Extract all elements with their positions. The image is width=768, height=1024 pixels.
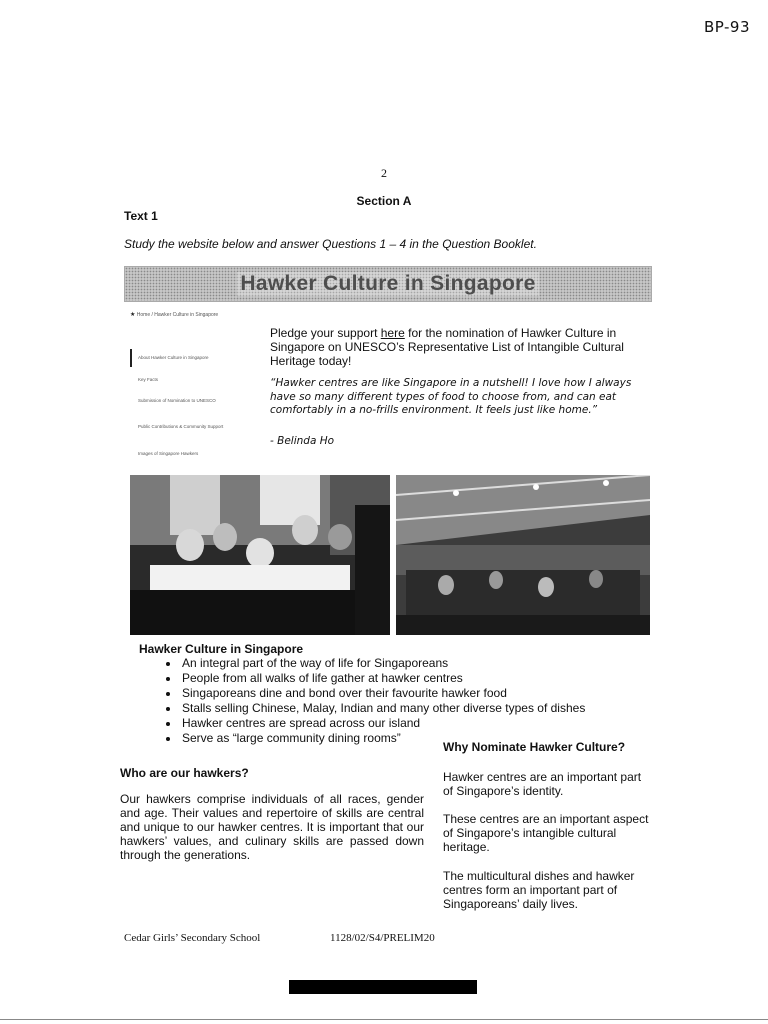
pledge-text: Pledge your support here for the nomination of Hawker Culture in Singapore on UNESCO’s Representative List of Intangible Cultural Heritage today! [270, 326, 624, 368]
scan-edge [0, 1019, 768, 1020]
why-point: The multicultural dishes and hawker centres form an important part of Singaporeans’ daily lives. [443, 869, 635, 911]
footer-paper-code: 1128/02/S4/PRELIM20 [330, 932, 435, 944]
page-number: 2 [381, 166, 387, 180]
breadcrumb-text: Home / Hawker Culture in Singapore [136, 312, 219, 318]
testimonial-quote: “Hawker centres are like Singapore in a nutshell! I love how I always have so many different types of food to choose from, and can eat comfortably in a no-frills environment. It feels just like home.” [270, 377, 632, 416]
redaction-bar [289, 980, 477, 994]
footer-school: Cedar Girls’ Secondary School [124, 932, 261, 944]
list-item: • Hawker centres are spread across our island [180, 716, 680, 731]
quote-author: - Belinda Ho [270, 435, 335, 447]
side-nav-item-key-facts[interactable]: Key Facts [138, 377, 159, 382]
why-heading: Why Nominate Hawker Culture? [443, 740, 626, 754]
why-point: Hawker centres are an important part of Singapore’s identity. [443, 770, 642, 798]
photo-hawker-centre [396, 475, 650, 635]
list-item: • Stalls selling Chinese, Malay, Indian and many other diverse types of dishes [180, 701, 680, 716]
instruction: Study the website below and answer Questions 1 – 4 in the Question Booklet. [124, 237, 537, 251]
side-nav-item-images[interactable]: Images of Singapore Hawkers [138, 451, 199, 456]
who-paragraph: Our hawkers comprise individuals of all races, gender and age. Their values and repertoire of skills are central and unique to our hawker centres. It is important that our hawkers’ values, and culinary skills are passed down through the generations. [120, 792, 424, 862]
home-icon: ★ [130, 312, 136, 318]
list-item: • People from all walks of life gather at hawker centres [180, 671, 680, 686]
website-banner [124, 266, 652, 302]
banner-title: Hawker Culture in Singapore [237, 272, 538, 296]
page-code: BP-93 [703, 18, 750, 36]
active-indicator [130, 349, 132, 367]
breadcrumb [130, 311, 218, 318]
side-nav-item-about[interactable]: About Hawker Culture in Singapore [138, 355, 209, 360]
text-label: Text 1 [124, 209, 158, 223]
list-item: • Singaporeans dine and bond over their favourite hawker food [180, 686, 680, 701]
section-heading: Section A [356, 194, 412, 208]
why-point: These centres are an important aspect of Singapore’s intangible cultural heritage. [443, 812, 649, 854]
who-heading: Who are our hawkers? [120, 766, 249, 780]
list-item: • Serve as “large community dining rooms” [180, 731, 680, 746]
pledge-link[interactable]: here [380, 326, 405, 340]
photo-diners [130, 475, 390, 635]
culture-list [158, 656, 680, 746]
side-nav-item-submission[interactable]: Submission of Nomination to UNESCO [138, 398, 216, 403]
culture-heading: Hawker Culture in Singapore [139, 642, 304, 656]
side-nav-item-public-contributions[interactable]: Public Contributions & Community Support [138, 424, 224, 429]
list-item: • An integral part of the way of life for Singaporeans [180, 656, 680, 671]
